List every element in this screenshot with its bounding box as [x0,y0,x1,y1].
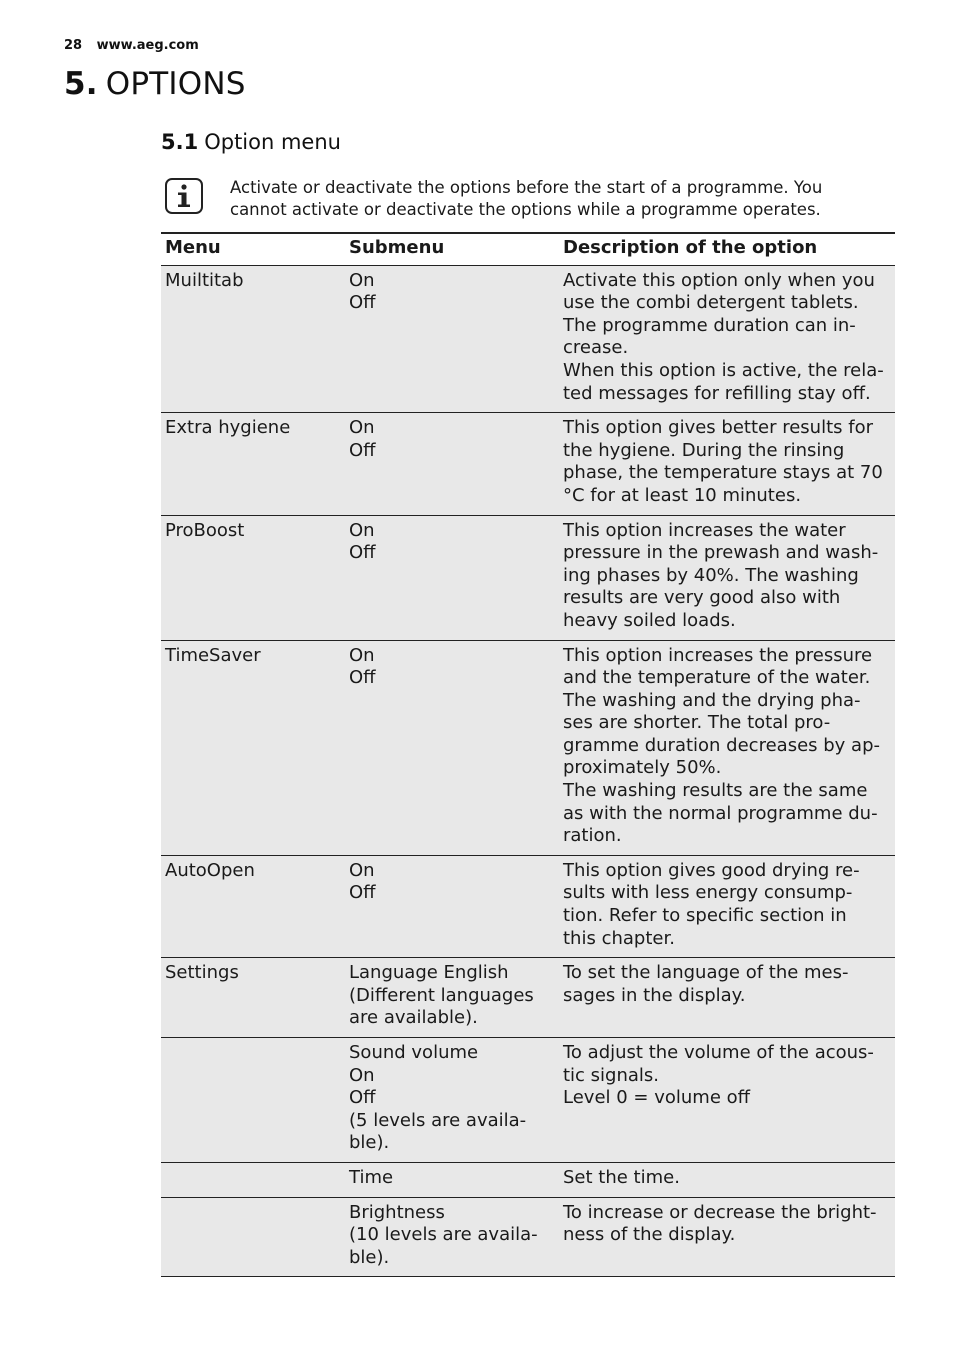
description-line: To increase or decrease the bright- [563,1201,877,1223]
submenu-line: Off [349,882,376,904]
submenu-line: are available). [349,1007,478,1029]
description-line: as with the normal programme du- [563,802,878,824]
submenu-line: (10 levels are availa- [349,1224,538,1246]
submenu-line: Time [349,1166,394,1188]
description-line: tic signals. [563,1064,660,1086]
cell-menu [161,1162,345,1197]
chapter-title-text: OPTIONS [105,66,246,102]
submenu-line: (Different languages [349,984,534,1006]
table-row [161,515,895,640]
table-row [161,958,895,1038]
cell-description [559,640,895,855]
table-body [161,265,895,1277]
cell-submenu [345,855,559,957]
description-line: ing phases by 40%. The washing [563,564,859,586]
description-line: ses are shorter. The total pro- [563,712,831,734]
submenu-line: Brightness [349,1201,445,1223]
submenu-line: On [349,519,375,541]
section-title-text: Option menu [204,130,341,154]
column-header-submenu: Submenu [345,233,559,265]
submenu-line: On [349,269,375,291]
description-line: This option increases the water [563,519,846,541]
cell-menu: Muiltitab [161,265,345,413]
description-line: heavy soiled loads. [563,609,736,631]
cell-description [559,958,895,1038]
submenu-line: On [349,644,375,666]
description-line: tion. Refer to specific section in [563,905,847,927]
description-line: pressure in the prewash and wash- [563,542,879,564]
description-line: Set the time. [563,1166,680,1188]
info-icon-glyph [167,180,201,212]
submenu-line: On [349,859,375,881]
description-line: sults with less energy consump- [563,882,853,904]
submenu-line: Off [349,667,376,689]
description-line: sages in the display. [563,984,746,1006]
chapter-title [64,66,246,102]
submenu-line: (5 levels are availa- [349,1109,527,1131]
cell-description [559,855,895,957]
info-note [230,177,880,221]
cell-submenu [345,1162,559,1197]
submenu-line: ble). [349,1246,390,1268]
description-line: gramme duration decreases by ap- [563,734,880,756]
cell-description [559,515,895,640]
submenu-line: Off [349,439,376,461]
description-line: To adjust the volume of the acous- [563,1042,874,1063]
description-line: The washing and the drying pha- [563,689,861,711]
description-line: Activate this option only when you [563,269,875,291]
submenu-line: On [349,1064,375,1086]
cell-menu [161,1197,345,1277]
description-line: ness of the display. [563,1224,736,1246]
table-row [161,1197,895,1277]
info-icon [165,178,203,214]
cell-submenu [345,1038,559,1163]
cell-submenu [345,413,559,515]
description-line: use the combi detergent tablets. [563,292,859,314]
description-line: phase, the temperature stays at 70 [563,462,883,484]
description-line: Level 0 = volume off [563,1087,751,1109]
cell-submenu [345,958,559,1038]
submenu-line: Off [349,292,376,314]
description-line: °C for at least 10 minutes. [563,484,802,506]
options-table [161,232,895,1277]
description-line: results are very good also with [563,587,841,609]
description-line: the hygiene. During the rinsing [563,439,845,461]
cell-menu: AutoOpen [161,855,345,957]
description-line: The programme duration can in- [563,314,856,336]
table-row [161,640,895,855]
page-number: 28 [64,38,83,53]
cell-submenu [345,515,559,640]
description-line: ration. [563,825,622,847]
cell-menu: Settings [161,958,345,1038]
table-row [161,413,895,515]
column-header-description: Description of the option [559,233,895,265]
cell-menu: TimeSaver [161,640,345,855]
cell-submenu [345,640,559,855]
info-note-line: cannot activate or deactivate the options while a programme operates. [230,200,821,219]
submenu-line: Off [349,1087,376,1109]
cell-menu: ProBoost [161,515,345,640]
cell-description [559,265,895,413]
description-line: When this option is active, the rela- [563,359,884,381]
description-line: This option increases the pressure [563,644,873,666]
description-line: proximately 50%. [563,757,722,779]
description-line: ted messages for refilling stay off. [563,382,871,404]
cell-description [559,413,895,515]
section-number: 5.1 [161,130,199,154]
table-row [161,1038,895,1163]
table-row [161,855,895,957]
cell-description [559,1162,895,1197]
submenu-line: Off [349,542,376,564]
cell-menu: Extra hygiene [161,413,345,515]
column-header-menu: Menu [161,233,345,265]
cell-description [559,1038,895,1163]
submenu-line: Sound volume [349,1042,479,1063]
description-line: To set the language of the mes- [563,962,849,984]
section-title [161,130,341,154]
cell-description [559,1197,895,1277]
table-header-row [161,233,895,265]
table-row [161,1162,895,1197]
table-row [161,265,895,413]
chapter-number: 5. [64,66,98,102]
cell-submenu [345,1197,559,1277]
description-line: This option gives good drying re- [563,859,860,881]
description-line: and the temperature of the water. [563,667,871,689]
description-line: crease. [563,337,629,359]
website-link[interactable]: www.aeg.com [96,38,199,53]
description-line: The washing results are the same [563,780,868,802]
cell-menu [161,1038,345,1163]
description-line: This option gives better results for [563,417,873,439]
cell-submenu [345,265,559,413]
submenu-line: Language English [349,962,509,984]
submenu-line: ble). [349,1132,390,1154]
page-header [64,38,199,53]
info-note-line: Activate or deactivate the options before the start of a programme. You [230,178,823,197]
description-line: this chapter. [563,927,675,949]
submenu-line: On [349,417,375,439]
